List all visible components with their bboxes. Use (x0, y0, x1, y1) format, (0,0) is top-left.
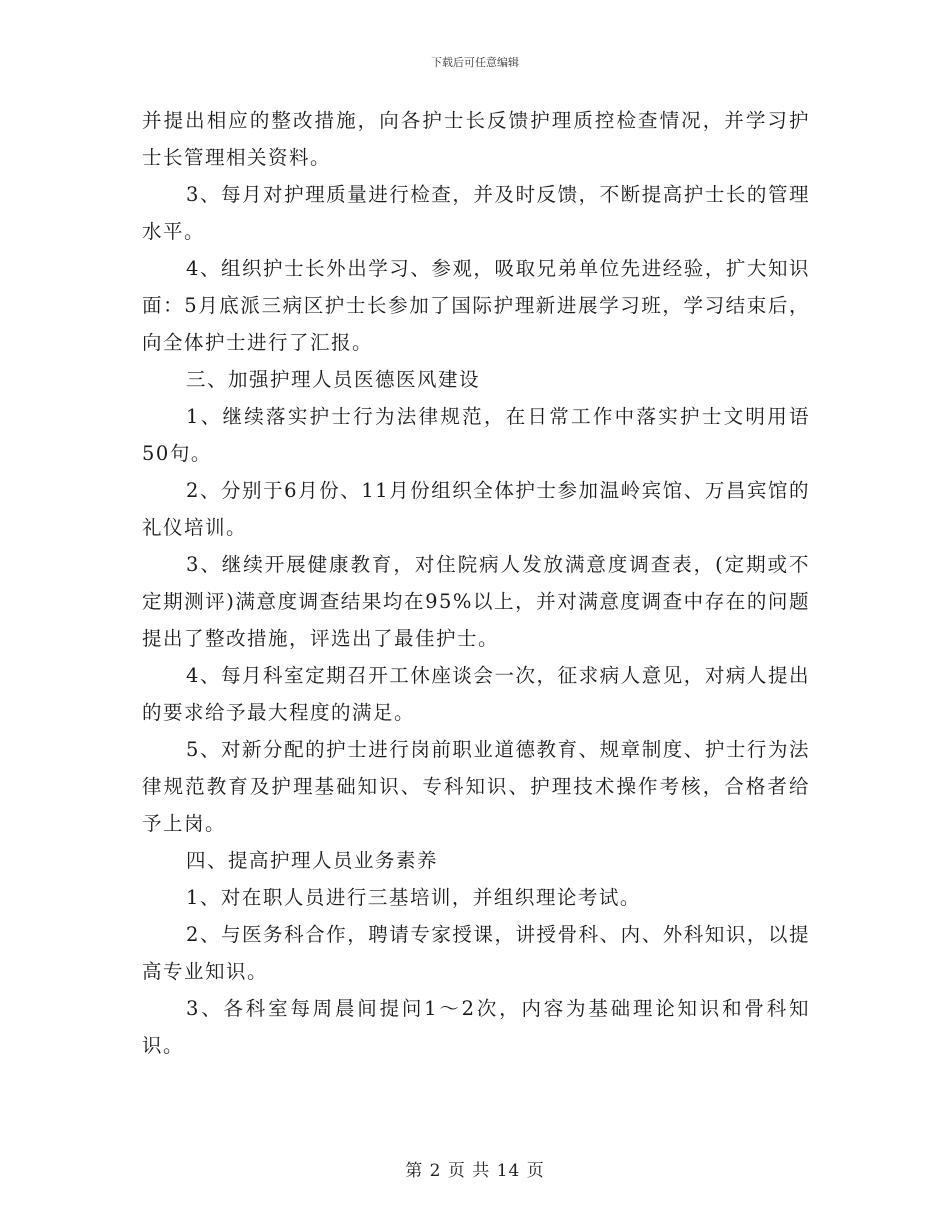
section-heading-4: 四、提高护理人员业务素养 (186, 849, 439, 872)
paragraph-13: 3、各科室每周晨间提问1～2次，内容为基础理论知识和骨科知识。 (142, 997, 810, 1057)
paragraph-1: 并提出相应的整改措施，向各护士长反馈护理质控检查情况，并学习护士长管理相关资料。 (142, 109, 810, 169)
paragraph-12: 2、与医务科合作，聘请专家授课，讲授骨科、内、外科知识，以提高专业知识。 (142, 923, 810, 983)
page-header: 下载后可任意编辑 (431, 56, 519, 69)
paragraph-5: 1、继续落实护士行为法律规范，在日常工作中落实护士文明用语50句。 (142, 405, 810, 465)
paragraph-11: 1、对在职人员进行三基培训，并组织理论考试。 (186, 886, 641, 909)
paragraph-6: 2、分别于6月份、11月份组织全体护士参加温岭宾馆、万昌宾馆的礼仪培训。 (142, 479, 810, 539)
document-body (142, 102, 810, 1064)
page-footer: 第 2 页 共 14 页 (405, 1161, 545, 1181)
paragraph-8: 4、每月科室定期召开工休座谈会一次，征求病人意见，对病人提出的要求给予最大程度的满足。 (142, 664, 810, 724)
section-heading-3: 三、加强护理人员医德医风建设 (186, 368, 481, 391)
paragraph-9: 5、对新分配的护士进行岗前职业道德教育、规章制度、护士行为法律规范教育及护理基础知识、专科知识、护理技术操作考核，合格者给予上岗。 (142, 738, 810, 835)
paragraph-2: 3、每月对护理质量进行检查，并及时反馈，不断提高护士长的管理水平。 (142, 183, 810, 243)
paragraph-7: 3、继续开展健康教育，对住院病人发放满意度调查表，(定期或不定期测评)满意度调查结果均在95%以上，并对满意度调查中存在的问题提出了整改措施，评选出了最佳护士。 (142, 553, 810, 650)
paragraph-3: 4、组织护士长外出学习、参观，吸取兄弟单位先进经验，扩大知识面：5月底派三病区护士长参加了国际护理新进展学习班，学习结束后，向全体护士进行了汇报。 (142, 257, 810, 354)
